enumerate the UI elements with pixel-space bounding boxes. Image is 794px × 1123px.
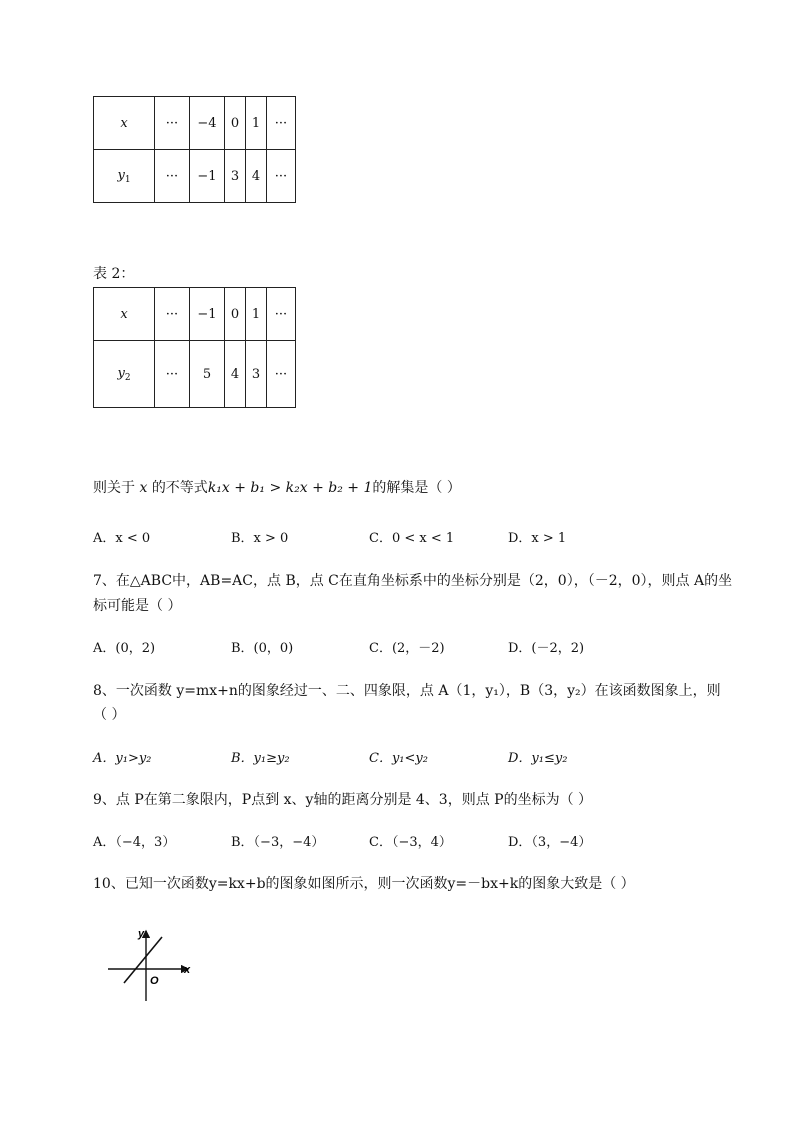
q8-option-d: D．y₁≤y₂ xyxy=(508,751,568,766)
q6-option-c: C．0 < x < 1 xyxy=(369,531,455,546)
q6-option-a: A．x < 0 xyxy=(93,531,151,546)
table1-cell: ··· xyxy=(267,97,296,150)
q8-stem-line1: 8、一次函数 y=mx+n的图象经过一、二、四象限，点 A（1，y₁），B（3，y₂）在该函数图象上，则 xyxy=(93,683,721,699)
table1-header-y: $y_1$ xyxy=(94,150,155,203)
table1-cell: ··· xyxy=(155,97,190,150)
table1-cell: 4 xyxy=(246,150,267,203)
q6-inequality: k₁x + b₁ > k₂x + b₂ + 1 xyxy=(207,480,373,496)
table2-cell: 3 xyxy=(246,341,267,408)
q7-stem-line2: 标可能是（ ） xyxy=(93,598,182,614)
table2-header-x: x xyxy=(94,288,155,341)
q6-option-d: D．x > 1 xyxy=(508,531,567,546)
q10-line-graph-figure xyxy=(102,925,202,1005)
y-axis-label: y xyxy=(138,928,145,940)
table2-caption: 表 2： xyxy=(93,266,135,282)
table2-cell: 1 xyxy=(246,288,267,341)
table2-cell: ··· xyxy=(155,341,190,408)
table2-cell: 0 xyxy=(225,288,246,341)
q8-stem-line2: （ ） xyxy=(93,707,126,723)
table2-cell: ··· xyxy=(155,288,190,341)
q7-option-c: C．(2，－2) xyxy=(369,641,445,656)
table1-header-x: x xyxy=(94,97,155,150)
q9-option-b: B．（−3，−4） xyxy=(231,835,325,850)
q7-option-d: D．(－2，2) xyxy=(508,641,585,656)
table2-cell: 5 xyxy=(190,341,225,408)
q9-stem: 9、点 P在第二象限内，P点到 x、y轴的距离分别是 4、3，则点 P的坐标为（ ） xyxy=(93,792,593,808)
q7-option-a: A．(0，2) xyxy=(93,641,156,656)
table1-cell: 0 xyxy=(225,97,246,150)
table1-cell: ··· xyxy=(267,150,296,203)
table1-cell: 1 xyxy=(246,97,267,150)
origin-label: O xyxy=(150,975,159,987)
table2-cell: −1 xyxy=(190,288,225,341)
table1-cell: −1 xyxy=(190,150,225,203)
table2-cell: ··· xyxy=(267,288,296,341)
q9-option-a: A．（−4，3） xyxy=(93,835,176,850)
table2-cell: 4 xyxy=(225,341,246,408)
x-axis-label: x xyxy=(184,964,191,976)
table1-cell: −4 xyxy=(190,97,225,150)
q8-option-c: C．y₁<y₂ xyxy=(369,751,428,766)
table1-cell: 3 xyxy=(225,150,246,203)
table1-cell: ··· xyxy=(155,150,190,203)
q10-stem: 10、已知一次函数y=kx+b的图象如图所示，则一次函数y=－bx+k的图象大致是（ ） xyxy=(93,876,635,892)
q7-stem-line1: 7、在△ABC中，AB=AC，点 B，点 C在直角坐标系中的坐标分别是（2，0），（－2，0），则点 A的坐 xyxy=(93,573,733,589)
q7-option-b: B．(0，0) xyxy=(231,641,294,656)
table2-cell: ··· xyxy=(267,341,296,408)
q9-option-d: D．（3，−4） xyxy=(508,835,592,850)
q6-option-b: B．x > 0 xyxy=(231,531,289,546)
q9-option-c: C．（−3，4） xyxy=(369,835,452,850)
table2-header-y: $y_2$ xyxy=(94,341,155,408)
q8-option-a: A．y₁>y₂ xyxy=(93,751,152,766)
value-table-2 xyxy=(93,287,296,408)
value-table-1 xyxy=(93,96,296,203)
q6-stem: 则关于 x 的不等式k₁x + b₁ > k₂x + b₂ + 1的解集是（ ） xyxy=(93,480,461,496)
q8-option-b: B．y₁≥y₂ xyxy=(231,751,290,766)
